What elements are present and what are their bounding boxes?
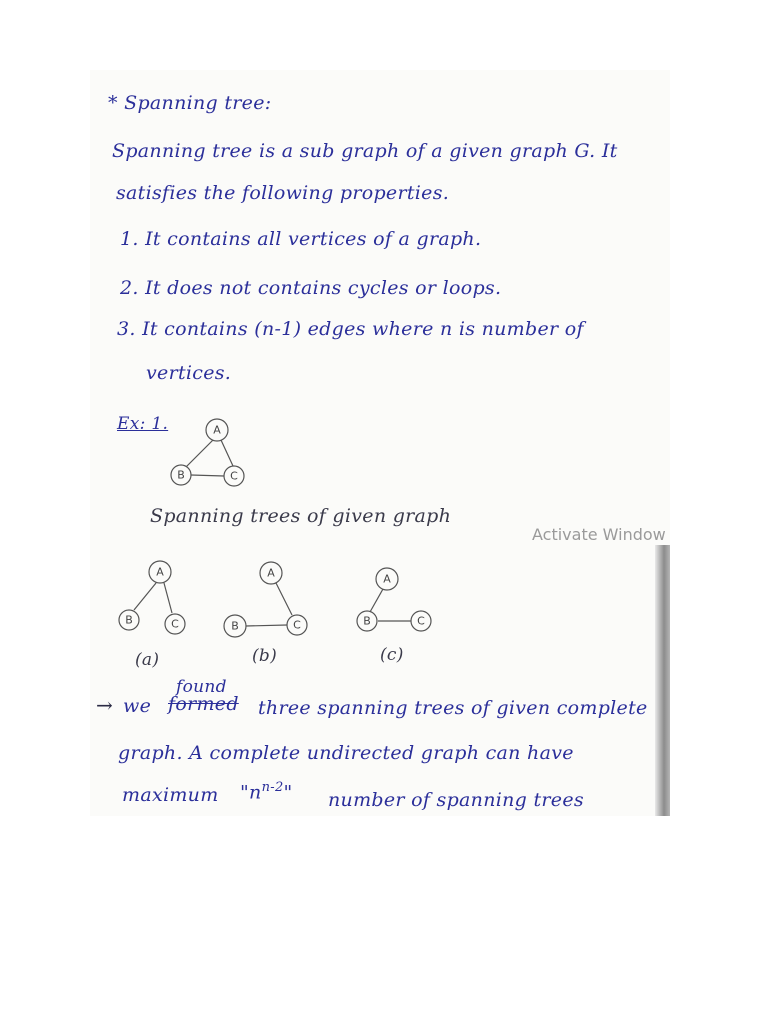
struck-word: formed <box>168 693 239 715</box>
spanning-tree-c <box>345 560 445 645</box>
spanning-tree-b <box>210 555 320 645</box>
property-3-continued: vertices. <box>146 362 232 384</box>
conclusion-line-1: three spanning trees of given complete <box>258 697 648 719</box>
edge-a-c <box>221 440 233 466</box>
caption-b: (b) <box>252 646 278 666</box>
edge-b-c <box>246 625 287 626</box>
node-c-label: C <box>230 469 238 483</box>
node-a-label: A <box>383 572 391 586</box>
formula-n-power <box>240 780 293 803</box>
conclusion-line-3-end: number of spanning trees <box>328 789 584 811</box>
node-c-label: C <box>293 618 301 632</box>
node-a-label: A <box>156 565 164 579</box>
edge-a-b <box>186 440 213 467</box>
formula-base: "n <box>240 781 262 804</box>
definition-line-2: satisfies the following properties. <box>116 182 450 204</box>
edge-a-c <box>276 583 292 615</box>
node-a-label: A <box>267 566 275 580</box>
caption-c: (c) <box>380 645 404 665</box>
node-b-label: B <box>231 619 239 633</box>
edge-a-b <box>370 589 383 612</box>
property-1: 1. It contains all vertices of a graph. <box>120 228 482 250</box>
formula-exponent: n-2 <box>261 780 284 795</box>
conclusion-arrow: → <box>96 693 114 717</box>
edge-a-c <box>164 583 172 613</box>
subheading-spanning-trees: Spanning trees of given graph <box>150 505 452 527</box>
original-graph <box>165 415 255 495</box>
spanning-tree-a <box>110 555 200 645</box>
property-2: 2. It does not contains cycles or loops. <box>120 277 502 299</box>
formula-close: " <box>283 781 293 804</box>
conclusion-we: we <box>123 695 152 717</box>
node-a-label: A <box>213 423 221 437</box>
example-label: Ex: 1. <box>117 414 169 434</box>
edge-a-b <box>134 583 156 610</box>
scan-edge-shadow <box>655 545 670 816</box>
node-c-label: C <box>171 617 179 631</box>
node-c-label: C <box>417 614 425 628</box>
page-heading: * Spanning tree: <box>108 92 272 114</box>
node-b-label: B <box>363 614 371 628</box>
conclusion-line-2: graph. A complete undirected graph can have <box>118 742 574 764</box>
conclusion-line-3-start: maximum <box>122 784 219 806</box>
property-3: 3. It contains (n-1) edges where n is number of <box>117 318 584 340</box>
definition-line-1: Spanning tree is a sub graph of a given graph G. It <box>112 140 618 162</box>
correction-word: found <box>176 677 227 697</box>
activate-windows-watermark: Activate Window <box>532 525 666 544</box>
caption-a: (a) <box>135 650 160 670</box>
edge-b-c <box>191 475 224 476</box>
node-b-label: B <box>125 613 133 627</box>
node-b-label: B <box>177 468 185 482</box>
